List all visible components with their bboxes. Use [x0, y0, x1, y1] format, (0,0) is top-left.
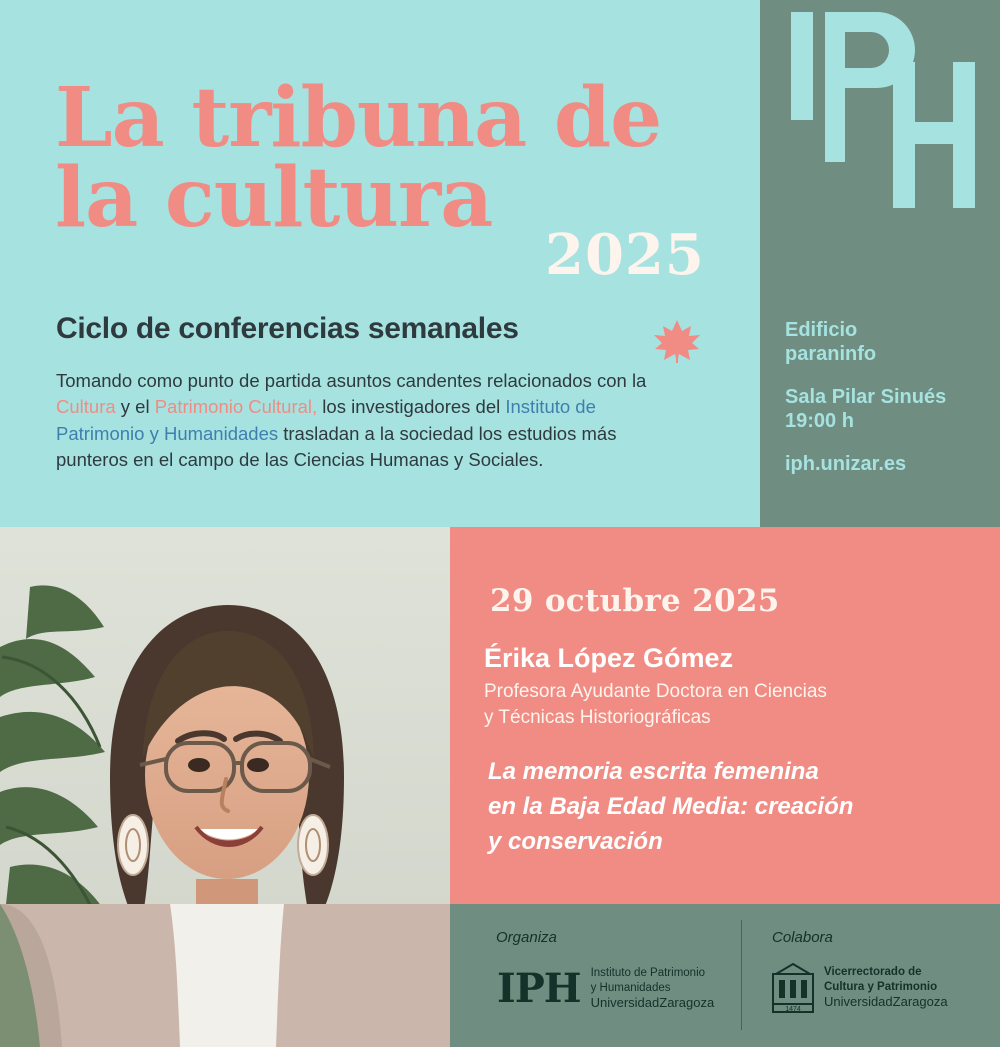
talk-title-line-3: y conservación: [488, 827, 663, 855]
talk-title-line-1: La memoria escrita femenina: [488, 758, 819, 785]
iph-university: [591, 995, 715, 1012]
description-text: [56, 368, 666, 473]
title-line-1: La tribuna de: [55, 70, 662, 166]
speaker-portrait-bottom: [0, 904, 450, 1047]
venue-info: [785, 318, 995, 476]
venue-time: 19:00 h: [785, 410, 854, 433]
credits-divider: [741, 920, 742, 1030]
vicerrectorado-line-2: Cultura y Patrimonio: [824, 980, 938, 993]
venue-hall-time: [785, 385, 995, 434]
organiza-label: Organiza: [496, 929, 557, 946]
talk-title-line-2: en la Baja Edad Media: creación: [488, 792, 854, 820]
description-part-4: trasladan a la sociedad los estudios más punteros en el campo de las Ciencias Humanas y Sociales.: [56, 422, 617, 470]
photo-bottom-extension: [0, 904, 450, 1047]
description-part-3: los investigadores del: [317, 396, 506, 418]
svg-text:1474: 1474: [785, 1006, 801, 1013]
session-date: 29 octubre 2025: [490, 583, 780, 619]
description-part-1: Tomando como punto de partida asuntos candentes relacionados con la: [56, 370, 647, 391]
iph-university-light: Zaragoza: [659, 995, 715, 1011]
talk-title: [488, 755, 988, 859]
university-crest-icon: [772, 962, 814, 1014]
venue-building-line-1: Edificio: [785, 319, 858, 341]
subtitle: Ciclo de conferencias semanales: [56, 312, 519, 345]
iph-credit-line-2: y Humanidades: [590, 981, 671, 994]
vicerrectorado-university-bold: Universidad: [824, 994, 893, 1010]
venue-building-line-2: paraninfo: [785, 343, 877, 366]
iph-credit-logo: [497, 966, 714, 1012]
description-part-2: y el: [115, 396, 155, 418]
title-line-2: la cultura: [55, 150, 493, 247]
description-highlight-instituto: Instituto de Patrimonio y Humanidades: [56, 396, 596, 444]
description-highlight-cultura: Cultura: [56, 396, 116, 418]
session-details-panel: [450, 527, 1000, 904]
page-title: [55, 70, 745, 247]
title-year: 2025: [545, 222, 705, 288]
vicerrectorado-credit-text: [824, 965, 948, 1011]
speaker-name: Érika López Gómez: [484, 643, 734, 673]
venue-hall: Sala Pilar Sinués: [785, 385, 947, 408]
session-section: [0, 527, 1000, 904]
iph-monogram-text: IPH: [497, 965, 581, 1013]
maple-leaf-icon: [652, 318, 702, 364]
iph-credit-line-1: Instituto de Patrimonio: [590, 967, 706, 979]
vicerrectorado-credit-logo: [772, 962, 948, 1014]
iph-university-bold: Universidad: [590, 995, 660, 1011]
vicerrectorado-university: [824, 994, 948, 1011]
vicerrectorado-university-light: Zaragoza: [892, 994, 948, 1010]
venue-website[interactable]: iph.unizar.es: [785, 452, 907, 475]
speaker-role-line-1: Profesora Ayudante Doctora en Ciencias: [484, 681, 827, 702]
description-highlight-patrimonio: Patrimonio Cultural,: [154, 396, 318, 418]
iph-credit-text: [591, 966, 715, 1012]
iph-logo-icon: [785, 10, 980, 210]
venue-building: [785, 318, 995, 367]
speaker-role-line-2: y Técnicas Historiográficas: [484, 706, 711, 728]
speaker-role: [484, 679, 974, 730]
vicerrectorado-line-1: Vicerrectorado de: [824, 965, 922, 978]
colabora-label: Colabora: [772, 929, 833, 946]
